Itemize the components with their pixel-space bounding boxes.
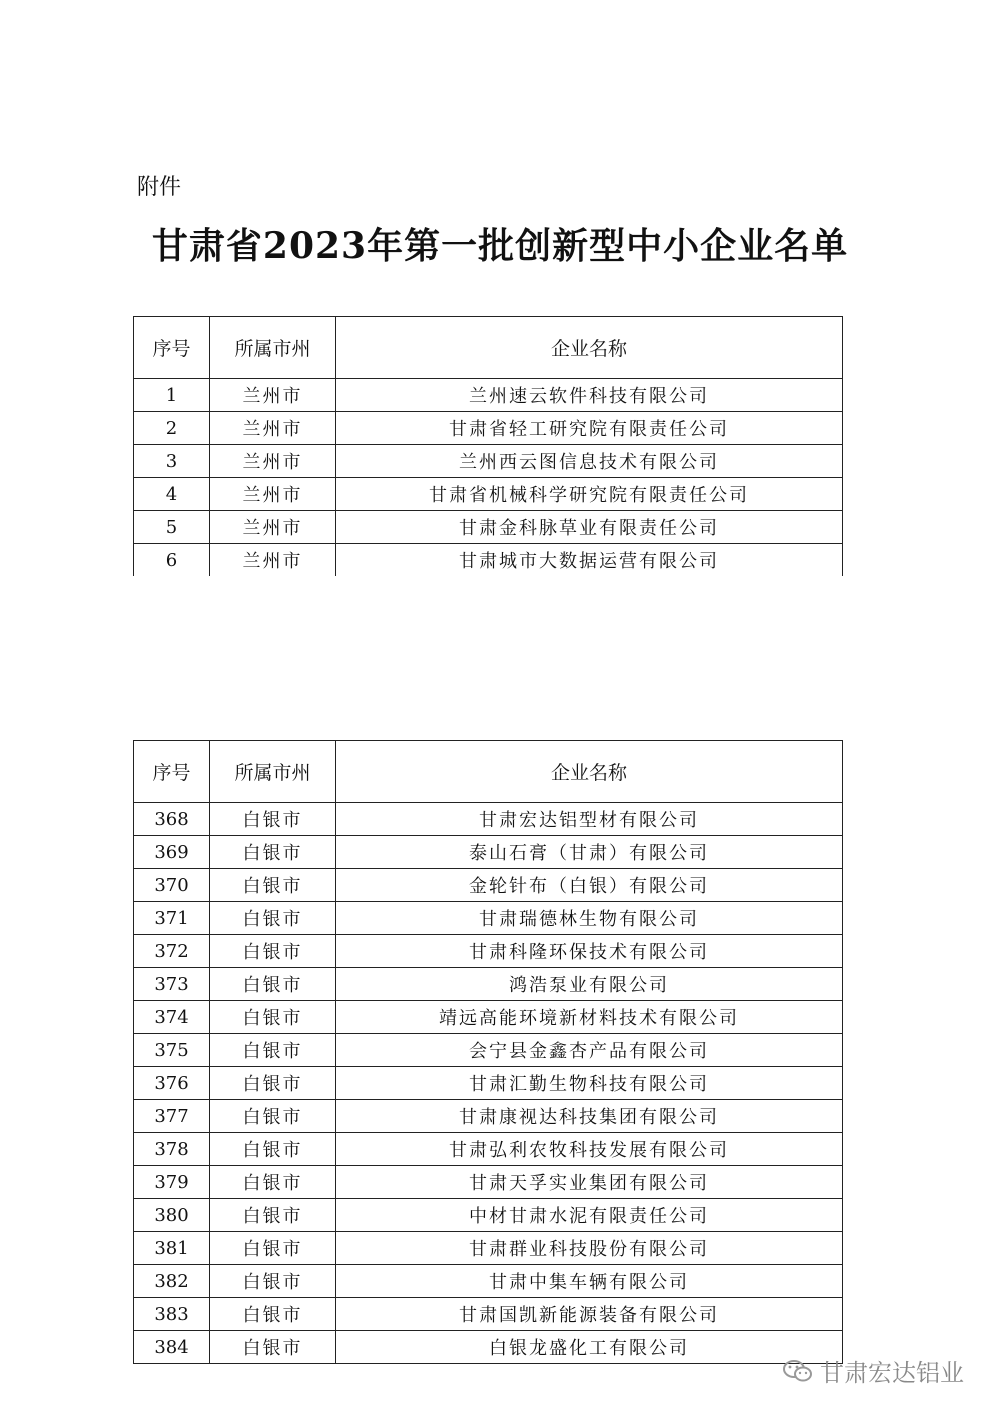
cell-serial: 369	[134, 836, 210, 869]
cell-serial: 1	[134, 379, 210, 412]
cell-serial: 368	[134, 803, 210, 836]
cell-company: 甘肃汇勤生物科技有限公司	[336, 1067, 843, 1100]
cell-serial: 380	[134, 1199, 210, 1232]
header-serial: 序号	[134, 741, 210, 803]
enterprise-table-bottom	[133, 740, 843, 1364]
cell-company: 甘肃群业科技股份有限公司	[336, 1232, 843, 1265]
cell-company: 金轮针布（白银）有限公司	[336, 869, 843, 902]
watermark	[782, 1353, 964, 1388]
cell-serial: 372	[134, 935, 210, 968]
table-row	[134, 968, 843, 1001]
header-company: 企业名称	[336, 317, 843, 379]
cell-company: 甘肃天孚实业集团有限公司	[336, 1166, 843, 1199]
cell-city: 白银市	[210, 1199, 336, 1232]
cell-city: 白银市	[210, 935, 336, 968]
cell-city: 白银市	[210, 836, 336, 869]
enterprise-table-top	[133, 316, 843, 576]
cell-serial: 371	[134, 902, 210, 935]
cell-company: 甘肃瑞德林生物有限公司	[336, 902, 843, 935]
cell-company: 甘肃宏达铝型材有限公司	[336, 803, 843, 836]
cell-city: 兰州市	[210, 511, 336, 544]
cell-company: 甘肃金科脉草业有限责任公司	[336, 511, 843, 544]
cell-city: 白银市	[210, 1298, 336, 1331]
cell-serial: 3	[134, 445, 210, 478]
cell-serial: 379	[134, 1166, 210, 1199]
table-row	[134, 902, 843, 935]
table-row	[134, 1199, 843, 1232]
cell-company: 甘肃省轻工研究院有限责任公司	[336, 412, 843, 445]
table-row	[134, 1034, 843, 1067]
cell-company: 甘肃科隆环保技术有限公司	[336, 935, 843, 968]
cell-serial: 374	[134, 1001, 210, 1034]
cell-city: 白银市	[210, 1265, 336, 1298]
cell-city: 白银市	[210, 1331, 336, 1364]
cell-serial: 2	[134, 412, 210, 445]
table-row	[134, 1067, 843, 1100]
cell-company: 中材甘肃水泥有限责任公司	[336, 1199, 843, 1232]
cell-city: 兰州市	[210, 445, 336, 478]
table-row	[134, 1133, 843, 1166]
table-row	[134, 511, 843, 544]
cell-city: 白银市	[210, 1232, 336, 1265]
cell-city: 白银市	[210, 1034, 336, 1067]
cell-serial: 6	[134, 544, 210, 577]
cell-company: 泰山石膏（甘肃）有限公司	[336, 836, 843, 869]
cell-company: 甘肃国凯新能源装备有限公司	[336, 1298, 843, 1331]
table-row	[134, 1232, 843, 1265]
cell-city: 白银市	[210, 902, 336, 935]
cell-company: 甘肃省机械科学研究院有限责任公司	[336, 478, 843, 511]
cell-serial: 384	[134, 1331, 210, 1364]
table-row	[134, 1331, 843, 1364]
table-row	[134, 1166, 843, 1199]
header-city: 所属市州	[210, 741, 336, 803]
table-row	[134, 1100, 843, 1133]
cell-serial: 376	[134, 1067, 210, 1100]
cell-company: 会宁县金鑫杏产品有限公司	[336, 1034, 843, 1067]
table-row	[134, 836, 843, 869]
header-serial: 序号	[134, 317, 210, 379]
cell-city: 兰州市	[210, 379, 336, 412]
cell-serial: 373	[134, 968, 210, 1001]
table-row	[134, 412, 843, 445]
table-row	[134, 445, 843, 478]
header-company: 企业名称	[336, 741, 843, 803]
cell-company: 鸿浩泵业有限公司	[336, 968, 843, 1001]
cell-city: 兰州市	[210, 544, 336, 577]
table-row	[134, 1001, 843, 1034]
wechat-icon	[782, 1359, 814, 1383]
cell-city: 白银市	[210, 1166, 336, 1199]
cell-company: 兰州西云图信息技术有限公司	[336, 445, 843, 478]
table-row	[134, 544, 843, 577]
cell-company: 甘肃康视达科技集团有限公司	[336, 1100, 843, 1133]
table-header-row	[134, 741, 843, 803]
cell-serial: 5	[134, 511, 210, 544]
cell-company: 兰州速云软件科技有限公司	[336, 379, 843, 412]
cell-company: 靖远高能环境新材料技术有限公司	[336, 1001, 843, 1034]
table-row	[134, 869, 843, 902]
cell-city: 白银市	[210, 869, 336, 902]
cell-city: 白银市	[210, 1067, 336, 1100]
cell-city: 白银市	[210, 803, 336, 836]
cell-serial: 382	[134, 1265, 210, 1298]
header-city: 所属市州	[210, 317, 336, 379]
cell-city: 白银市	[210, 1133, 336, 1166]
cell-city: 白银市	[210, 968, 336, 1001]
table-row	[134, 1265, 843, 1298]
table-row	[134, 379, 843, 412]
cell-company: 白银龙盛化工有限公司	[336, 1331, 843, 1364]
table-row	[134, 1298, 843, 1331]
cell-city: 兰州市	[210, 478, 336, 511]
cell-city: 兰州市	[210, 412, 336, 445]
cell-serial: 383	[134, 1298, 210, 1331]
cell-serial: 4	[134, 478, 210, 511]
cell-serial: 378	[134, 1133, 210, 1166]
table-row	[134, 803, 843, 836]
cell-serial: 375	[134, 1034, 210, 1067]
cell-city: 白银市	[210, 1100, 336, 1133]
cell-company: 甘肃城市大数据运营有限公司	[336, 544, 843, 577]
cell-company: 甘肃中集车辆有限公司	[336, 1265, 843, 1298]
table-row	[134, 478, 843, 511]
watermark-text: 甘肃宏达铝业	[820, 1359, 964, 1387]
table-header-row	[134, 317, 843, 379]
cell-serial: 377	[134, 1100, 210, 1133]
cell-serial: 370	[134, 869, 210, 902]
cell-serial: 381	[134, 1232, 210, 1265]
document-title: 甘肃省2023年第一批创新型中小企业名单	[151, 225, 849, 267]
attachment-label: 附件	[137, 175, 182, 200]
cell-company: 甘肃弘利农牧科技发展有限公司	[336, 1133, 843, 1166]
table-row	[134, 935, 843, 968]
cell-city: 白银市	[210, 1001, 336, 1034]
